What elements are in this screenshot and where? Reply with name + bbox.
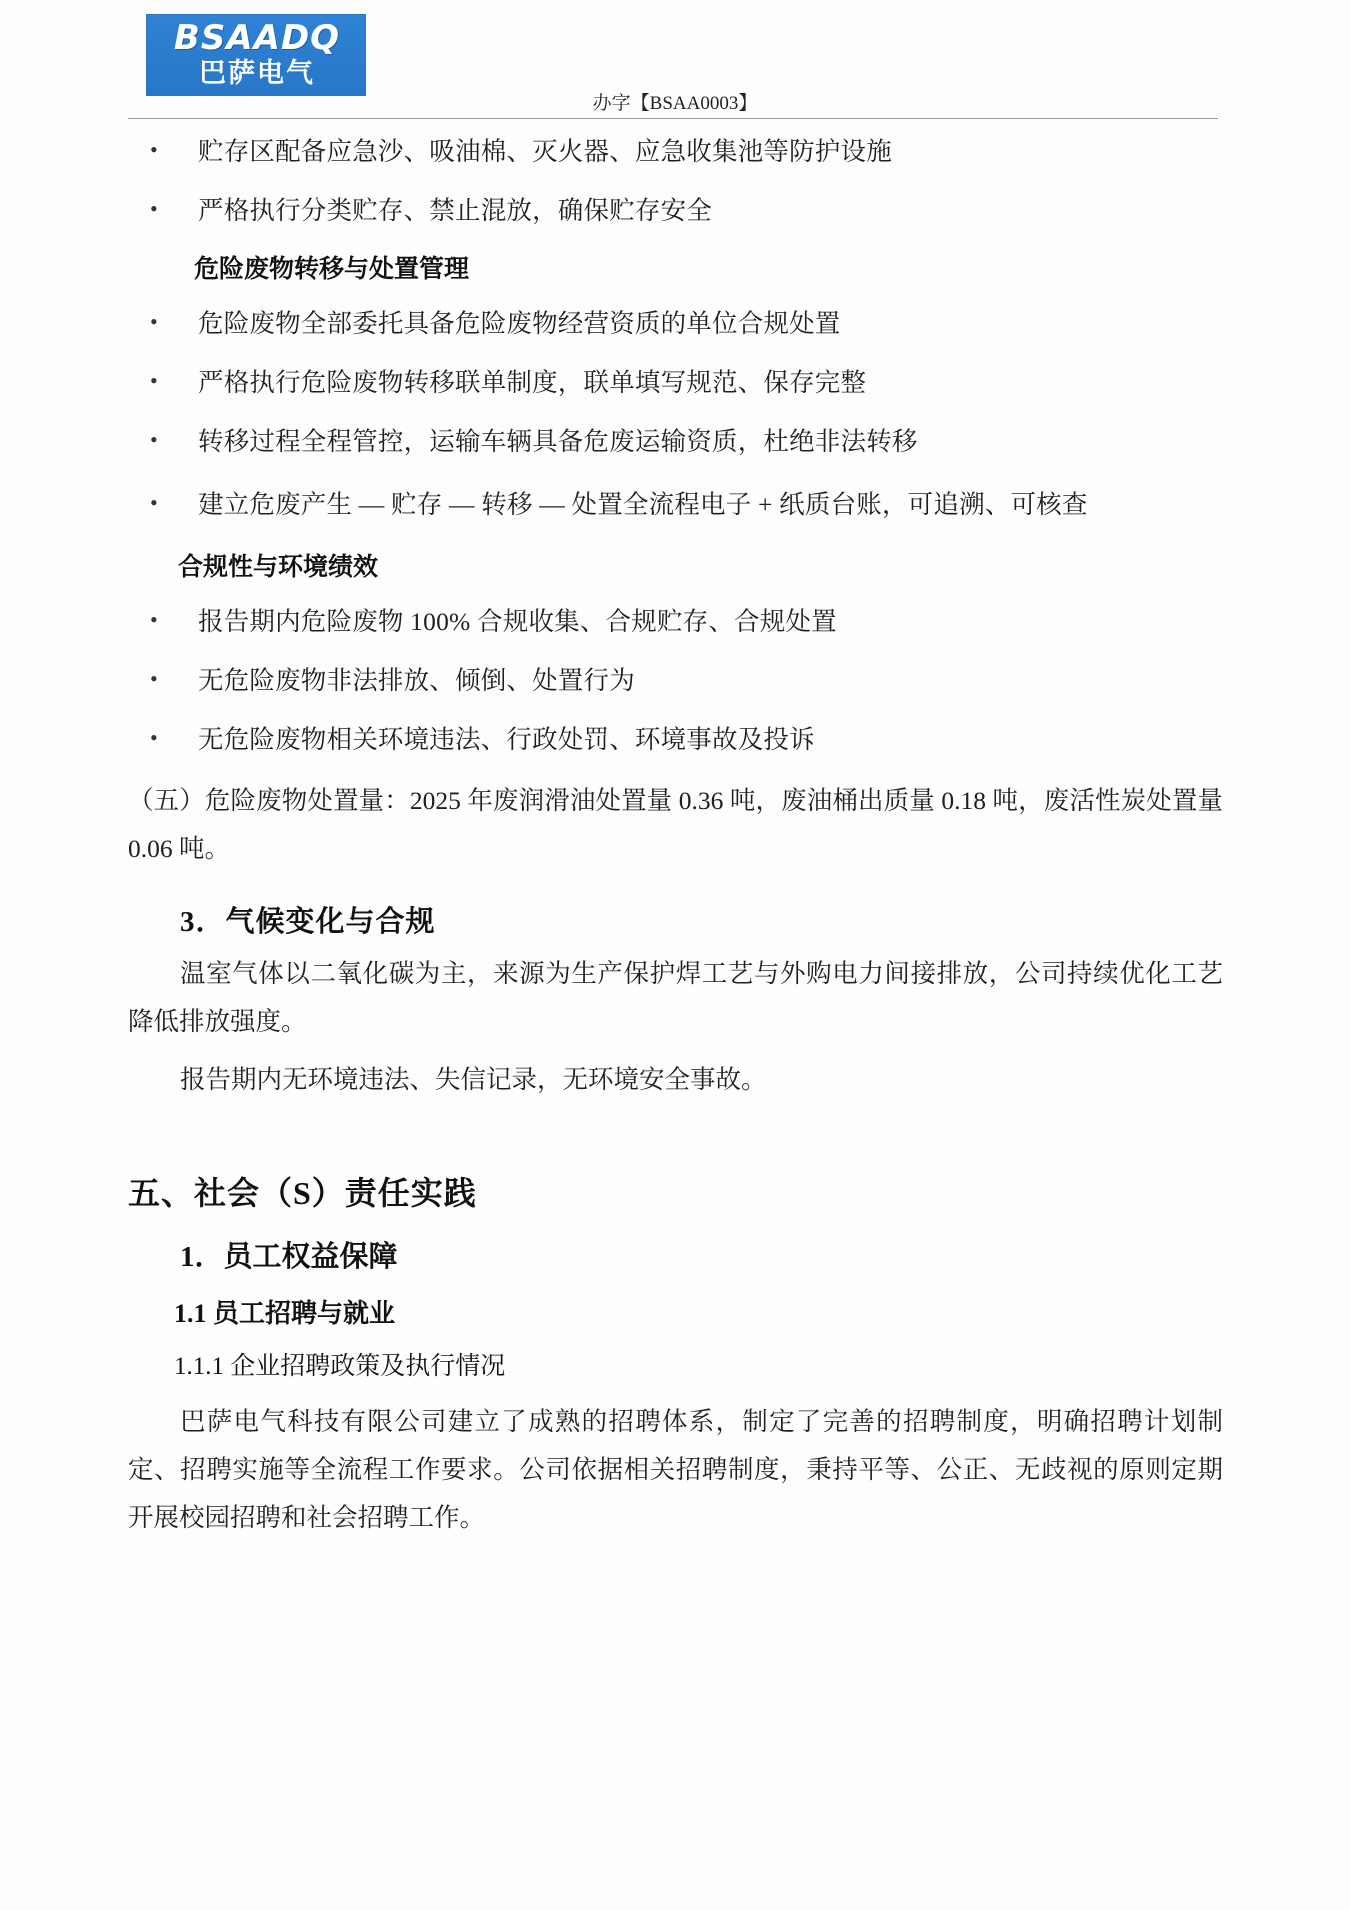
- list-item: • 严格执行危险废物转移联单制度，联单填写规范、保存完整: [128, 361, 1223, 405]
- company-logo: [146, 14, 366, 96]
- bullet-list-transfer: [128, 302, 1223, 531]
- subheading-transfer: 危险废物转移与处置管理: [194, 256, 470, 283]
- list-item: • 无危险废物非法排放、倾倒、处置行为: [128, 659, 1223, 703]
- page-header: [0, 0, 1350, 140]
- list-item: • 报告期内危险废物 100% 合规收集、合规贮存、合规处置: [128, 600, 1223, 644]
- list-item: • 无危险废物相关环境违法、行政处罚、环境事故及投诉: [128, 718, 1223, 762]
- paragraph-climate-1: 温室气体以二氧化碳为主，来源为生产保护焊工艺与外购电力间接排放，公司持续优化工艺降低排放强度。: [128, 959, 1223, 1036]
- heading-recruitment: 1.1 员工招聘与就业: [174, 1299, 396, 1328]
- heading-climate-compliance: 3．气候变化与合规: [180, 906, 436, 938]
- list-item: • 危险废物全部委托具备危险废物经营资质的单位合规处置: [128, 302, 1223, 346]
- document-code: 办字【BSAA0003】: [592, 93, 758, 114]
- list-item: • 贮存区配备应急沙、吸油棉、灭火器、应急收集池等防护设施: [128, 130, 1223, 174]
- heading-employee-rights: 1．员工权益保障: [180, 1241, 398, 1273]
- heading-recruitment-policy: 1.1.1 企业招聘政策及执行情况: [174, 1353, 506, 1380]
- bullet-list-compliance: [128, 600, 1223, 762]
- subheading-compliance: 合规性与环境绩效: [178, 554, 379, 581]
- list-item: • 转移过程全程管控，运输车辆具备危废运输资质，杜绝非法转移: [128, 420, 1223, 464]
- logo-text-chinese: 巴萨电气: [199, 58, 315, 89]
- paragraph-climate-2: 报告期内无环境违法、失信记录，无环境安全事故。: [180, 1065, 767, 1094]
- list-item: • 严格执行分类贮存、禁止混放，确保贮存安全: [128, 189, 1223, 233]
- paragraph-recruitment-policy: 巴萨电气科技有限公司建立了成熟的招聘体系，制定了完善的招聘制度，明确招聘计划制定、招聘实施等全流程工作要求。公司依据相关招聘制度，秉持平等、公正、无歧视的原则定期开展校园招聘和社会招聘工作。: [128, 1407, 1223, 1532]
- logo-text-english: BSAADQ: [173, 18, 341, 58]
- header-divider: [128, 118, 1218, 119]
- list-item: • 建立危废产生 — 贮存 — 转移 — 处置全流程电子 + 纸质台账，可追溯、可核查: [128, 479, 1223, 531]
- heading-social-responsibility: 五、社会（S）责任实践: [128, 1175, 477, 1211]
- bullet-list-storage: [128, 130, 1223, 233]
- paragraph-disposal-volume: （五）危险废物处置量：2025 年废润滑油处置量 0.36 吨，废油桶出质量 0.18 吨，废活性炭处置量 0.06 吨。: [128, 786, 1223, 863]
- document-body: [128, 130, 1223, 1548]
